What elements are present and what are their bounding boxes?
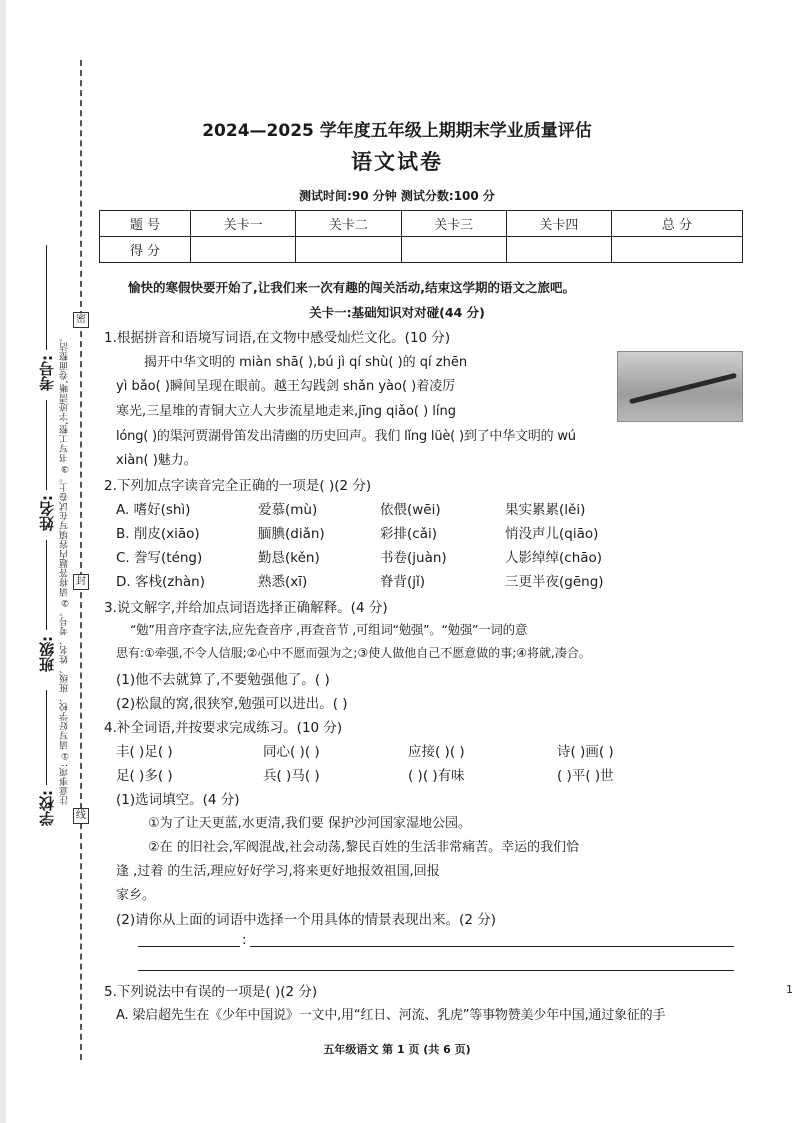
word-blank: 丰( )足( ) [116,744,173,760]
table-cell: 关卡二 [296,211,401,237]
question-3-sub2: (2)松鼠的窝,很狭窄,勉强可以进出。( ) [116,696,348,712]
question-1-title: 1.根据拼音和语境写词语,在文物中感受灿烂文化。(10 分) [104,330,451,346]
table-cell: 关卡三 [401,211,506,237]
question-1-line: 寒光,三星堆的青铜大立人大步流星地走来,jīng qiǎo( ) líng [116,404,457,419]
option-d-col4: 三更半夜(gēng) [505,574,604,590]
option-c-col3: 书卷(juàn) [380,550,447,566]
bone-flute-photo [617,351,743,422]
question-5-title: 5.下列说法中有误的一项是( )(2 分) [104,984,318,1000]
seal-mark-feng: 封 [73,574,89,590]
subject-title: 语文试卷 [351,150,443,174]
seal-mark-xian: 线 [73,808,89,824]
answer-colon: : [242,932,247,948]
school-label: 学校: [38,790,56,826]
question-3-title: 3.说文解字,并给加点词语选择正确解释。(4 分) [104,600,388,616]
word-blank: 兵( )马( ) [263,768,320,784]
question-4-sub2: (2)请你从上面的词语中选择一个用具体的情景表现出来。(2 分) [116,912,497,928]
name-line [46,400,47,490]
question-3-line: “勉”用音序查字法,应先查音序 ,再查音节 ,可组词“勉强”。“勉强”一词的意 [130,622,528,637]
question-1-line: yì bǎo( )瞬间呈现在眼前。越王勾践剑 shǎn yào( )着凌厉 [116,379,456,394]
side-page-number: 1 [786,983,793,996]
option-d-col3: 脊背(jǐ) [380,574,426,590]
question-4-fill-3: 逢 ,过着 的生活,理应好好学习,将来更好地报效祖国,回报 [116,864,440,879]
option-b-col4: 悄没声儿(qiāo) [505,526,599,542]
option-d-col1: D. 客栈(zhàn) [116,574,205,590]
question-4-sub1: (1)选词填空。(4 分) [116,792,240,808]
table-cell: 关卡四 [506,211,611,237]
bone-flute-shape [629,373,737,404]
option-c-col2: 勤恳(kěn) [258,550,320,566]
question-1-line: 揭开中华文明的 miàn shā( ),bú jì qí shù( )的 qí zhēn [144,355,468,370]
question-4-title: 4.补全词语,并按要求完成练习。(10 分) [104,720,343,736]
exam-title: 2024—2025 学年度五年级上期期末学业质量评估 [202,121,592,141]
intro-text: 愉快的寒假快要开始了,让我们来一次有趣的闯关活动,结束这学期的语文之旅吧。 [128,280,575,295]
answer-line-1[interactable] [250,946,734,947]
question-2-title: 2.下列加点字读音完全正确的一项是( )(2 分) [104,478,372,494]
option-b-col2: 腼腆(diǎn) [258,526,325,542]
table-cell: 得 分 [100,237,191,263]
school-line [46,690,47,785]
table-cell: 题 号 [100,211,191,237]
answer-line-word[interactable] [138,946,240,947]
option-a-col4: 果实累累(lěi) [505,502,586,518]
exam-no-label: 考号: [38,355,56,391]
option-c-col4: 人影绰绰(chāo) [505,550,603,566]
option-c-col1: C. 誊写(téng) [116,550,203,566]
section-1-title: 关卡一:基础知识对对碰(44 分) [309,305,485,320]
question-3-line: 思有:①牵强,不令人信服;②心中不愿而强为之;③使人做他自己不愿意做的事;④将就,凑合。 [116,646,591,660]
word-blank: 诗( )画( ) [557,744,614,760]
option-b-col3: 彩排(cǎi) [380,526,437,542]
table-cell: 总 分 [612,211,743,237]
table-cell: 关卡一 [191,211,296,237]
word-blank: ( )平( )世 [557,768,614,784]
score-input-cell[interactable] [296,237,401,263]
score-table [99,210,743,263]
answer-line-2[interactable] [138,970,734,971]
exam-notes: 注意事项: ①请写好学校、班级、姓名、考号。②请将答题内容填写在试卷上。③书写工整,字迹清晰,卷面整洁。 [60,332,70,805]
score-input-cell[interactable] [191,237,296,263]
question-1-line: xiàn( )魅力。 [116,453,197,468]
seal-mark-mi: 密 [73,312,89,328]
word-blank: 足( )多( ) [116,768,173,784]
score-table-header-row [100,211,743,237]
word-blank: 同心( )( ) [263,744,320,760]
question-5-option-a: A. 梁启超先生在《少年中国说》一文中,用“红日、河流、乳虎”等事物赞美少年中国,通过象征的手 [116,1008,666,1023]
page-footer: 五年级语文 第 1 页 (共 6 页) [323,1043,471,1056]
class-label: 班级: [38,636,56,672]
question-4-fill-1: ①为了让天更蓝,水更清,我们要 保护沙河国家湿地公园。 [148,816,472,831]
option-d-col2: 熟悉(xī) [258,574,308,590]
word-blank: ( )( )有味 [408,768,465,784]
option-a-col3: 依偎(wēi) [380,502,441,518]
binding-dashed-line [80,60,82,1060]
word-blank: 应接( )( ) [408,744,465,760]
option-a-col1: A. 嗜好(shì) [116,502,191,518]
question-4-fill-4: 家乡。 [116,888,156,903]
class-line [46,540,47,630]
score-input-cell[interactable] [401,237,506,263]
exam-no-line [46,245,47,350]
score-input-cell[interactable] [612,237,743,263]
option-b-col1: B. 削皮(xiāo) [116,526,200,542]
option-a-col2: 爱慕(mù) [258,502,318,518]
question-1-line: lóng( )的渠河贾湖骨笛发出清幽的历史回声。我们 lǐng lüè( )到了中华文明的 wú [116,429,576,444]
question-3-sub1: (1)他不去就算了,不要勉强他了。( ) [116,672,330,688]
question-4-fill-2: ②在 的旧社会,军阀混战,社会动荡,黎民百姓的生活非常痛苦。幸运的我们恰 [148,840,580,855]
exam-meta: 测试时间:90 分钟 测试分数:100 分 [299,189,495,203]
score-input-cell[interactable] [506,237,611,263]
score-table-score-row [100,237,743,263]
name-label: 姓名: [38,495,56,531]
